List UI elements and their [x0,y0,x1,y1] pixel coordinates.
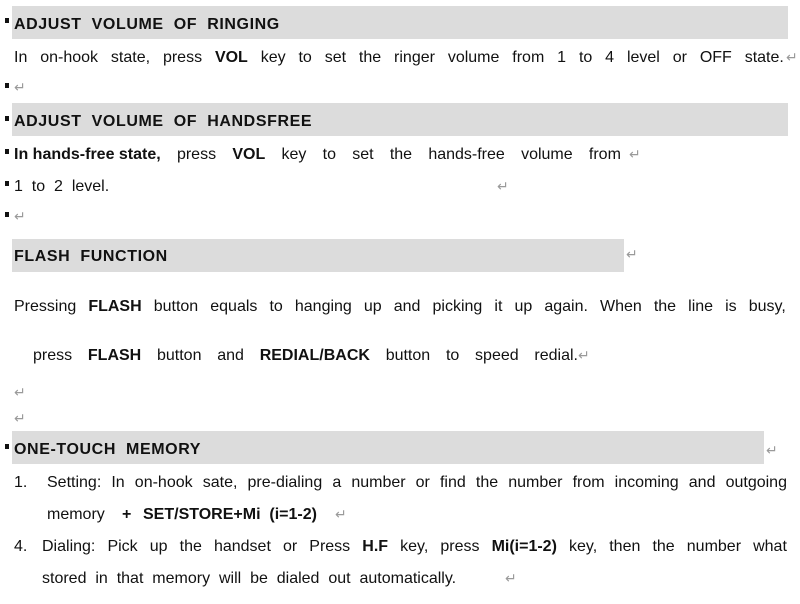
word: up [514,298,533,315]
word: picking [432,298,483,315]
word: to [578,49,593,66]
word: In hands-free state, [14,146,161,163]
word: state. [744,49,784,66]
word: Press [309,538,351,555]
memory-item1-line-2c: SET/STORE+Mi (i=1-2) [143,506,317,523]
section-heading-memory: ONE-TOUCH MEMORY [14,441,202,458]
word: volume [521,146,573,163]
word: outgoing [725,474,787,491]
paragraph-return-icon: ↵ [578,347,590,363]
word: hanging [294,298,352,315]
paragraph-return-icon: ↵ [766,442,778,458]
word: and [393,298,421,315]
word: then [609,538,641,555]
word: OFF [699,49,732,66]
word: on-hook [40,49,99,66]
word: a [332,474,342,491]
word: button [156,347,202,364]
word: FLASH [87,347,142,364]
word: hands-free [428,146,505,163]
memory-item1-line-2a: memory [47,506,105,523]
section-heading-handsfree: ADJUST VOLUME OF HANDSFREE [14,113,313,130]
memory-item1-line-2b: + [122,506,132,523]
word: level [626,49,660,66]
word: key, [400,538,429,555]
word: the [179,538,202,555]
bullet-marker [5,181,9,186]
word: 1 [557,49,567,66]
word: REDIAL/BACK [259,347,370,364]
word: sate, [202,474,238,491]
word: VOL [232,146,266,163]
word: Setting: [47,474,102,491]
memory-item2-line-2: stored in that memory will be dialed out automatically. [42,570,457,587]
word: to [269,298,283,315]
handsfree-body-line-2: 1 to 2 level. [14,178,110,195]
word: press [176,146,217,163]
word: equals [210,298,258,315]
word: the [652,538,675,555]
word: number [686,538,742,555]
word: incoming [614,474,679,491]
word: handset [213,538,271,555]
word: to [298,49,312,66]
word: to [445,347,460,364]
word: again. [544,298,588,315]
word: key [281,146,307,163]
word: the [358,49,382,66]
word: find [439,474,466,491]
word: press [162,49,203,66]
word: or [282,538,298,555]
bullet-marker [5,116,9,121]
word: H.F [362,538,389,555]
list-number: 1. [14,474,28,491]
word: 4 [605,49,615,66]
memory-item1-line-1 [47,473,787,493]
word: on-hook [134,474,193,491]
word: or [415,474,430,491]
paragraph-return-icon: ↵ [14,410,26,426]
word: set [352,146,374,163]
paragraph-return-icon: ↵ [335,506,347,522]
word: the [389,146,413,163]
word: In [14,49,28,66]
section-heading-flash: FLASH FUNCTION [14,248,168,265]
word: pre-dialing [247,474,323,491]
word: speed [475,347,519,364]
paragraph-return-icon: ↵ [786,49,798,65]
word: the [653,298,677,315]
paragraph-return-icon: ↵ [505,570,517,586]
paragraph-return-icon: ↵ [629,146,641,162]
word: key [260,49,286,66]
word: FLASH [88,298,142,315]
word: it [494,298,503,315]
bullet-marker [5,149,9,154]
word: press [33,347,73,364]
paragraph-return-icon: ↵ [626,246,638,262]
word: and [217,347,244,364]
word: ringer [394,49,435,66]
word: number [351,474,406,491]
word: what [753,538,787,555]
handsfree-body-line-1 [14,145,621,165]
section-heading-ringing: ADJUST VOLUME OF RINGING [14,16,280,33]
word: line [688,298,714,315]
word: is [725,298,737,315]
paragraph-return-icon: ↵ [497,178,509,194]
word: up [149,538,168,555]
word: number [508,474,563,491]
paragraph-return-icon: ↵ [14,208,26,224]
word: key, [568,538,598,555]
word: or [672,49,687,66]
bullet-marker [5,18,9,23]
bullet-marker [5,212,9,217]
word: VOL [214,49,248,66]
flash-body-line-2 [33,346,578,366]
word: button [385,347,431,364]
word: state, [110,49,151,66]
ringing-body-line [14,48,784,68]
word: In [111,474,125,491]
word: press [440,538,480,555]
word: busy, [748,298,786,315]
word: Dialing: [42,538,96,555]
word: up [363,298,382,315]
paragraph-return-icon: ↵ [14,79,26,95]
word: volume [447,49,500,66]
word: When [599,298,642,315]
word: from [588,146,621,163]
memory-item2-line-1 [42,537,787,557]
flash-body-line-1 [14,297,786,317]
word: Pressing [14,298,77,315]
list-number: 4. [14,538,28,555]
bullet-marker [5,444,9,449]
word: Pick [107,538,138,555]
word: the [475,474,499,491]
word: to [322,146,336,163]
word: button [153,298,199,315]
paragraph-return-icon: ↵ [14,384,26,400]
word: and [688,474,716,491]
word: from [572,474,605,491]
word: Mi(i=1-2) [491,538,557,555]
word: redial. [534,347,578,364]
word: from [512,49,545,66]
word: set [324,49,347,66]
bullet-marker [5,83,9,88]
